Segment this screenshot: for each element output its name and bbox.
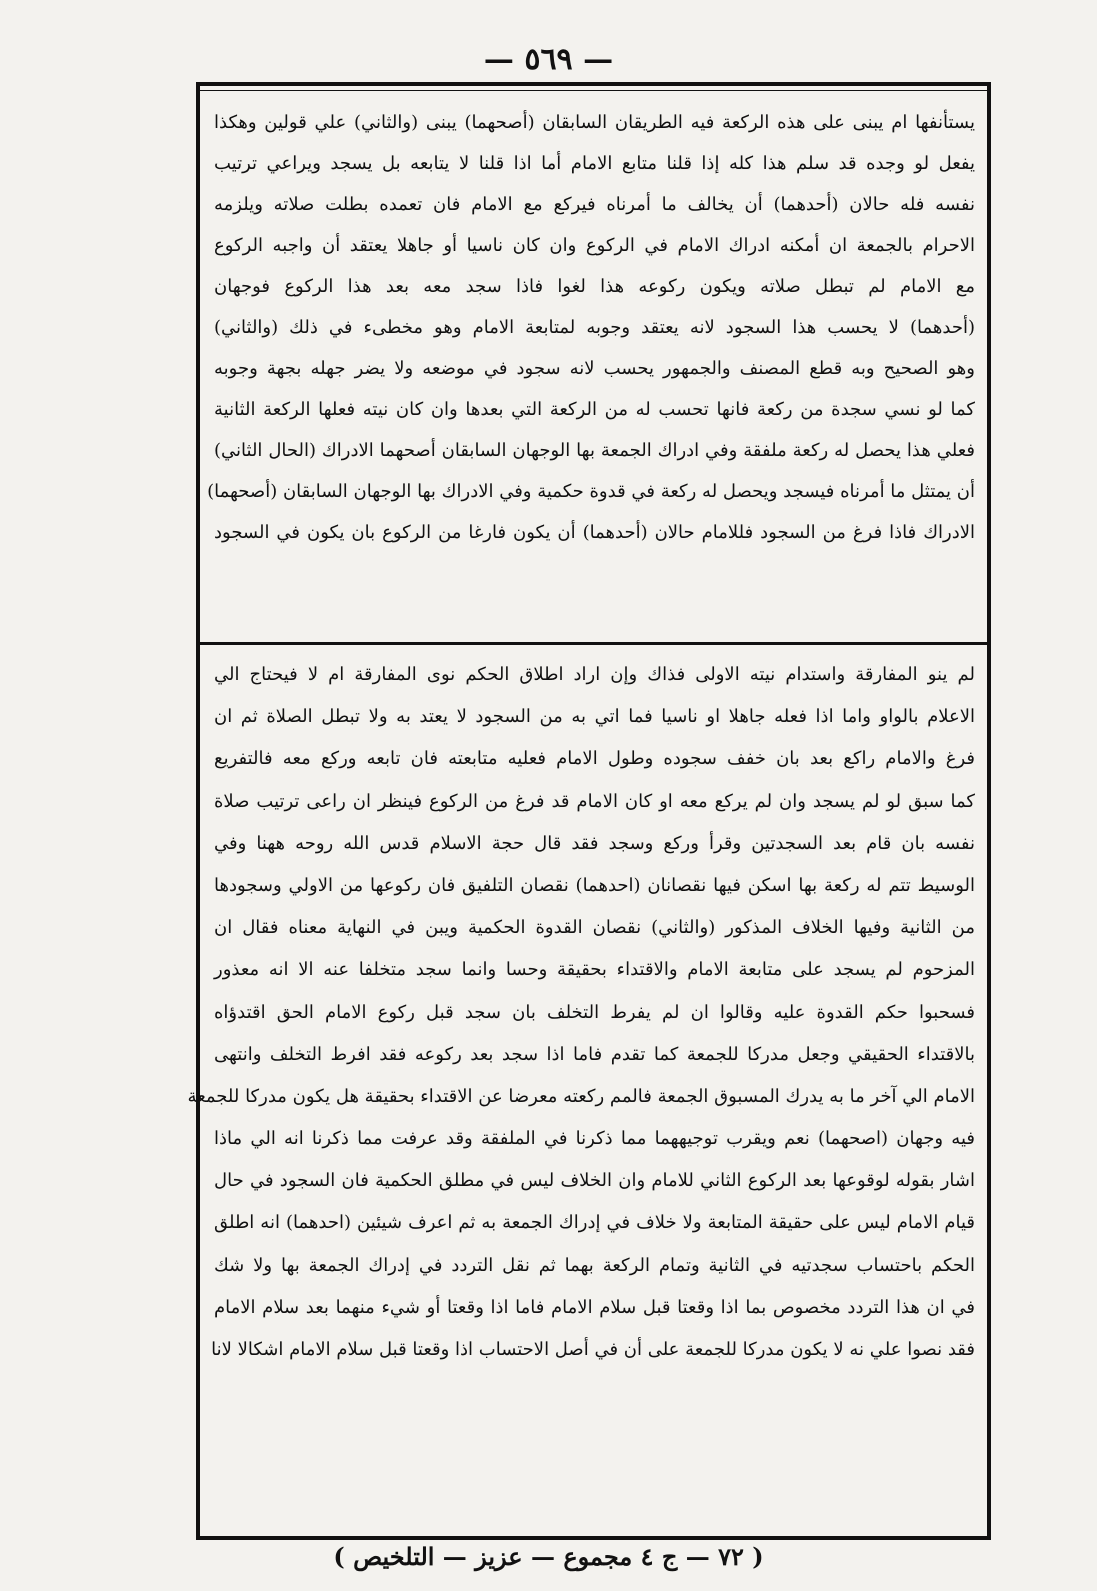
text-line: كما لو نسي سجدة من ركعة فانها تحسب له من الركعة التي بعدها وان كان نيته فعلها الركعة الثانية	[214, 399, 975, 420]
text-line: نفسه فله حالان (أحدهما) أن يخالف ما أمرناه فيركع مع الامام فان تعمده بطلت صلاته ويلزمه	[214, 194, 975, 215]
text-frame	[187, 82, 991, 1540]
text-line: قيام الامام ليس على حقيقة المتابعة ولا خلاف في إدراك الجمعة به ثم اعرف شيئين (احدهما) انه اطلق	[214, 1212, 975, 1234]
top-text-block	[207, 102, 975, 636]
text-line: الادراك فاذا فرغ من السجود فللامام حالان (أحدهما) أن يكون فارغا من الركوع بان يكون في السجود	[214, 522, 975, 543]
text-line: (أحدهما) لا يحسب هذا السجود لانه يعتقد وجوبه لمتابعة الامام وهو مخطىء في ذلك (والثاني)	[214, 317, 975, 338]
text-line: الاحرام بالجمعة ان أمكنه ادراك الامام في الركوع وان كان ناسيا أو جاهلا يعتقد أن واجبه الركوع	[214, 235, 975, 256]
text-line: المزحوم لم يسجد على متابعة الامام والاقتداء بحقيقة وحسا وانما سجد متخلفا عنه الا انه معذور	[214, 959, 975, 981]
text-line: الامام الي آخر ما به يدرك المسبوق الجمعة فالمم ركعته معرضا عن الاقتداء بحقيقة هل يكون مدركا للجمعة	[187, 1085, 975, 1107]
text-line: مع الامام لم تبطل صلاته ويكون ركوعه هذا لغوا فاذا سجد معه بعد هذا الركوع فوجهان	[214, 276, 975, 297]
text-line: اشار بقوله لوقوعها بعد الركوع الثاني للامام وان الخلاف ليس في مطلق الحكمية فان السجود في حال	[214, 1170, 975, 1192]
text-line: من الثانية وفيها الخلاف المذكور (والثاني) نقصان القدوة الحكمية ويبن في النهاية معناه فقال ان	[214, 917, 975, 939]
text-line: الحكم باحتساب سجدتيه في الثانية وتمام الركعة بهما ثم نقل التردد في إدراك الجمعة بها ولا شك	[214, 1254, 975, 1276]
text-line: فسحبوا حكم القدوة عليه وقالوا ان لم يفرط التخلف بان سجد قبل ركوع الامام الحق اقتدؤاه	[214, 1001, 975, 1023]
text-line: في ان هذا التردد مخصوص بما اذا وقعتا قبل سلام الامام فاما اذا وقعتا أو شيء منهما بعد سلام الامام	[214, 1296, 975, 1318]
text-line: الوسيط تتم له ركعة بها اسكن فيها نقصانان (احدهما) نقصان التلفيق فان ركوعها من الاولي وسجودها	[214, 874, 975, 896]
text-line: وهو الصحيح وبه قطع المصنف والجمهور يحسب لانه سجود في موضعه ولا يضر جهله بجهة وجوبه	[214, 358, 975, 379]
bottom-text-block	[187, 654, 975, 1526]
text-line: فعلي هذا يحصل له ركعة ملفقة وفي ادراك الجمعة بها الوجهان السابقان أصحهما الادراك (الحال الثاني)	[214, 440, 975, 461]
page-number: — ٥٦٩ —	[483, 42, 614, 77]
page-footer: ( ٧٢ — ج ٤ مجموع — عزيز — التلخيص )	[333, 1542, 764, 1571]
text-line: فيه وجهان (اصحهما) نعم ويقرب توجيههما مما ذكرنا في الملفقة وقد عرفت مما ذكرنا انه الي ماذا	[214, 1128, 975, 1150]
text-line: فرغ والامام راكع بعد بان خفف سجوده وطول الامام فعليه متابعته فان تابعه وركع معه فالتفريع	[214, 748, 975, 770]
text-line: كما سبق لو لم يسجد وان لم يركع معه او كان الامام قد فرغ من الركوع فينظر ان راعى ترتيب صلاة	[214, 790, 975, 812]
text-line: أن يمتثل ما أمرناه فيسجد ويحصل له ركعة في قدوة حكمية وفي الادراك بها الوجهان السابقان (أصحهما)	[207, 481, 975, 502]
text-line: فقد نصوا علي نه لا يكون مدركا للجمعة على أن في أصل الاحتساب اذا وقعتا قبل سلام الامام اشكالا لانا	[211, 1339, 975, 1360]
text-line: نفسه بان قام بعد السجدتين وقرأ وركع وسجد فقد قال حجة الاسلام قدس الله روحه ههنا وفي	[214, 832, 975, 854]
text-line: بالاقتداء الحقيقي وجعل مدركا للجمعة كما تقدم فاما اذا سجد بعد ركوعه فقد افرط التخلف وانتهى	[214, 1043, 975, 1065]
text-line: يستأنفها ام يبنى على هذه الركعة فيه الطريقان السابقان (أصحهما) يبنى (والثاني) علي قولين وهكذا	[214, 112, 975, 133]
text-line: لم ينو المفارقة واستدام نيته الاولى فذاك وإن اراد اطلاق الحكم نوى المفارقة ام لا فيحتاج الي	[214, 664, 975, 685]
text-line: يفعل لو وجده قد سلم هذا كله إذا قلنا متابع الامام أما اذا قلنا لا يتابعه بل يسجد ويراعي ترتيب	[214, 153, 975, 174]
section-divider	[200, 642, 987, 645]
text-line: الاعلام بالواو واما اذا فعله جاهلا او ناسيا فما اتي به من السجود لا يعتد به ولا تبطل الصلاة ثم ان	[214, 706, 975, 728]
